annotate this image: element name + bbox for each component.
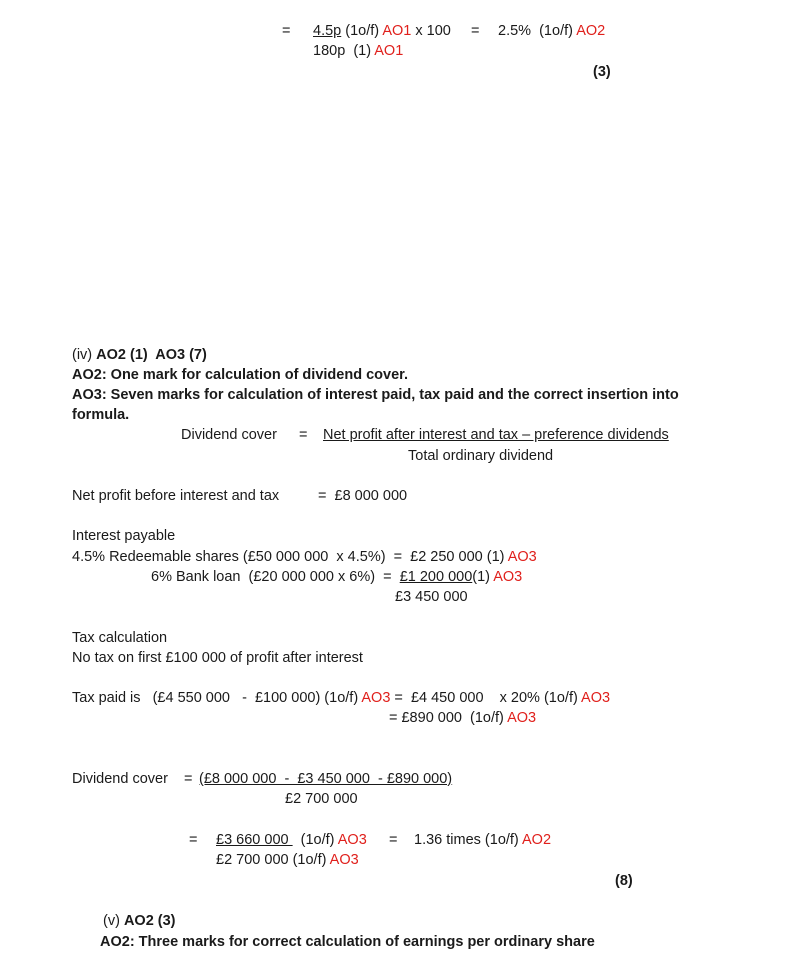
ao-tag: AO3: [337, 832, 367, 848]
mark-note: (1o/f): [292, 832, 338, 848]
ao3-criteria: AO3: Seven marks for calculation of interest paid, tax paid and the correct insertion into: [72, 387, 679, 403]
final-result-line: [414, 831, 551, 849]
equals-sign: =: [389, 832, 398, 848]
dividend-cover-calc-numerator: (£8 000 000 - £3 450 000 - £890 000): [199, 771, 453, 787]
section-ao-heading: AO2 (1) AO3 (7): [96, 347, 207, 363]
interest-title: Interest payable: [72, 528, 176, 544]
ao-tag: AO1: [382, 23, 412, 39]
ao-tag: AO1: [374, 43, 404, 59]
marks-total: (8): [615, 873, 633, 889]
tax-note: No tax on first £100 000 of profit after interest: [72, 650, 363, 666]
ao-tag: AO3: [507, 710, 537, 726]
ao2-criteria: AO2: One mark for calculation of dividend cover.: [72, 367, 408, 383]
npbit-value: = £8 000 000: [318, 488, 408, 504]
final-denominator-line: [216, 851, 359, 869]
tax-result-line: [389, 709, 536, 727]
ao-tag: AO2: [576, 23, 606, 39]
eps-numerator-line: [313, 22, 451, 40]
final-denominator: £2 700 000 (1o/f): [216, 852, 330, 868]
tax-calc-line: [72, 689, 610, 707]
final-result: 1.36 times (1o/f): [414, 832, 522, 848]
tax-title: Tax calculation: [72, 630, 168, 646]
mark-note: (1): [472, 569, 494, 585]
interest-total: £3 450 000: [395, 589, 468, 605]
final-numerator-line: [216, 831, 367, 849]
dividend-cover-label: Dividend cover: [181, 427, 277, 443]
section-iv-heading: [72, 346, 207, 364]
interest-redeemable-shares: [72, 548, 537, 566]
equals-sign: =: [471, 23, 480, 39]
ao-tag: AO2: [522, 832, 552, 848]
section-ao-heading: AO2 (3): [123, 913, 176, 929]
result-value: 2.5% (1o/f): [498, 23, 577, 39]
ao-tag: AO3: [329, 852, 359, 868]
section-v-heading: [103, 912, 176, 930]
interest-calc: 4.5% Redeemable shares (£50 000 000 x 4.5%) = £2 250 000 (1): [72, 549, 508, 565]
equals-sign: =: [299, 427, 308, 443]
section-label: (v): [103, 913, 124, 929]
final-numerator: £3 660 000: [216, 832, 293, 848]
tax-calc-rate: = £4 450 000 x 20% (1o/f): [390, 690, 582, 706]
result-line: [498, 22, 605, 40]
eps-denominator: 180p (1): [313, 43, 375, 59]
times-100: x 100: [411, 23, 451, 39]
section-label: (iv): [72, 347, 97, 363]
formula-numerator: Net profit after interest and tax – preference dividends: [323, 427, 669, 443]
ao2-criteria: AO2: Three marks for correct calculation of earnings per ordinary share: [100, 934, 595, 950]
eps-denominator-line: [313, 42, 403, 60]
equals-sign: =: [189, 832, 198, 848]
tax-calc: Tax paid is (£4 550 000 - £100 000) (1o/f): [72, 690, 362, 706]
ao-tag: AO3: [507, 549, 537, 565]
ao3-criteria-cont: formula.: [72, 407, 130, 423]
interest-bank-loan: [151, 568, 522, 586]
interest-amount: £1 200 000: [399, 569, 473, 585]
ao-tag: AO3: [493, 569, 523, 585]
eps-numerator: 4.5p: [313, 23, 342, 39]
dividend-cover-calc-denominator: £2 700 000: [285, 791, 358, 807]
formula-denominator: Total ordinary dividend: [408, 448, 554, 464]
dividend-cover-calc-label: Dividend cover =: [72, 771, 193, 787]
ao-tag: AO3: [361, 690, 391, 706]
marks-total: (3): [593, 64, 611, 80]
interest-calc: 6% Bank loan (£20 000 000 x 6%) =: [151, 569, 400, 585]
tax-result: = £890 000 (1o/f): [389, 710, 508, 726]
ao-tag: AO3: [581, 690, 611, 706]
npbit-label: Net profit before interest and tax: [72, 488, 280, 504]
equals-sign: =: [282, 23, 291, 39]
mark-note: (1o/f): [341, 23, 383, 39]
